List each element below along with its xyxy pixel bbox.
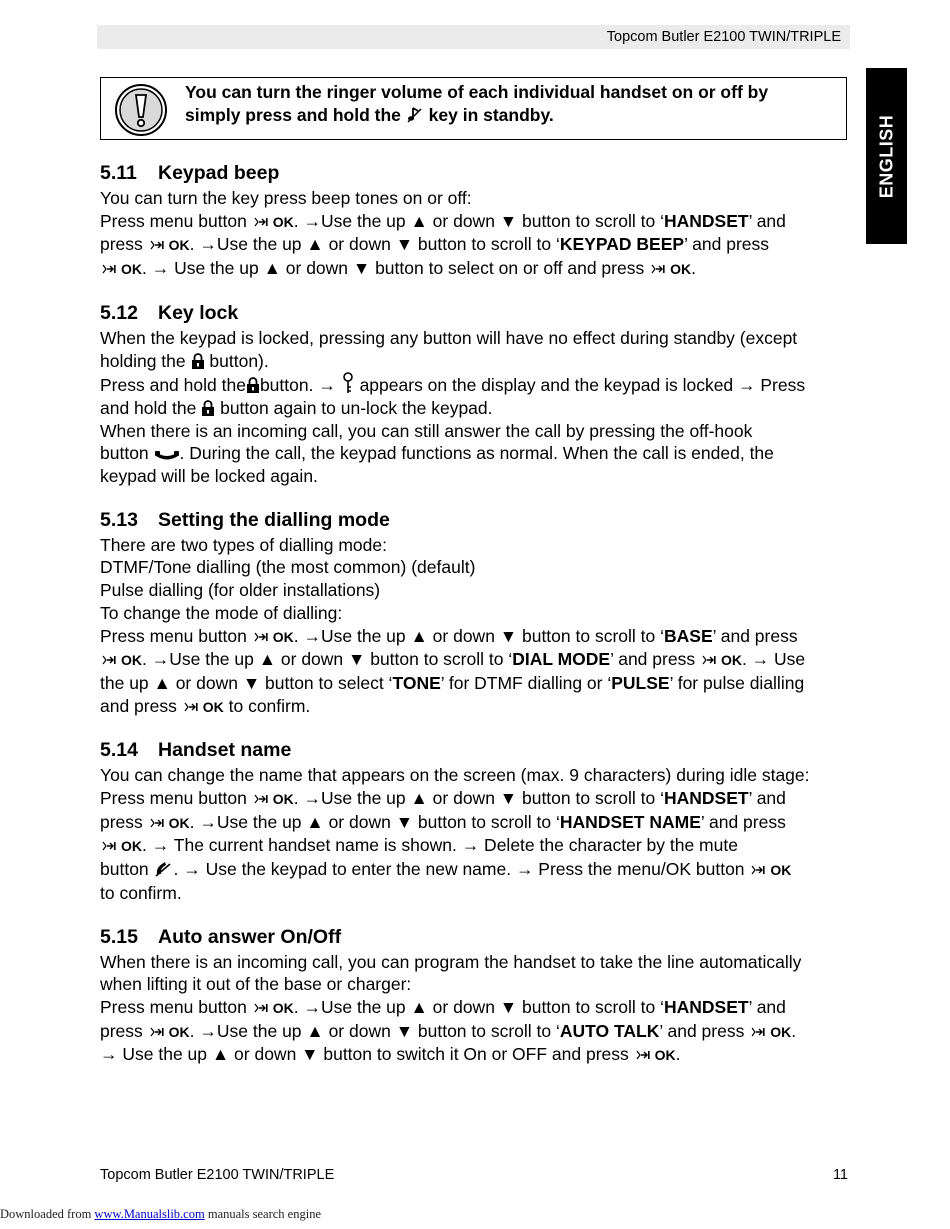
text-segment: key in standby. — [428, 105, 554, 125]
text-line — [100, 996, 860, 1020]
text-line — [100, 672, 860, 695]
menu-ok-key-icon — [150, 1026, 165, 1038]
text-segment: . →Use the up ▲ or down ▼ button to scroll to ‘ — [189, 811, 560, 832]
text-segment: holding the — [100, 350, 186, 371]
text-segment: There are two types of dialling mode: — [100, 534, 387, 555]
section-heading — [100, 160, 860, 187]
text-segment: ’ and — [748, 788, 786, 809]
page-footer — [100, 1167, 848, 1183]
off-hook-phone-icon — [154, 448, 180, 462]
text-segment: When the keypad is locked, pressing any button will have no effect during standby (except — [100, 327, 798, 348]
text-segment: Press menu button — [100, 210, 247, 231]
text-segment: When there is an incoming call, you can program the handset to take the line automatically — [100, 951, 802, 972]
section-key-lock — [100, 300, 860, 488]
text-segment: 5.15 — [100, 925, 138, 948]
download-note — [0, 1207, 321, 1222]
text-segment: ’ and press — [610, 649, 696, 670]
ringer-mute-icon — [406, 106, 424, 124]
text-segment: You can turn the key press beep tones on or off: — [100, 188, 472, 208]
text-segment: HANDSET — [664, 788, 749, 809]
text-segment: button — [100, 859, 149, 880]
text-segment: button again to un-lock the keypad. — [220, 397, 493, 418]
text-segment: You can change the name that appears on the screen (max. 9 characters) during idle stage: — [100, 765, 810, 786]
text-segment: BASE — [664, 625, 713, 646]
text-segment: HANDSET NAME — [559, 811, 701, 832]
text-segment: . →Use the up ▲ or down ▼ button to scroll to ‘ — [142, 649, 513, 670]
text-segment: Setting the dialling mode — [158, 508, 390, 531]
menu-ok-key-icon — [254, 216, 269, 228]
text-segment: OK — [168, 237, 190, 254]
text-line — [100, 834, 860, 858]
section-heading — [100, 737, 860, 764]
text-segment: . →Use the up ▲ or down ▼ button to scroll to ‘ — [189, 1020, 560, 1041]
text-segment: . →Use the up ▲ or down ▼ button to scroll to ‘ — [189, 234, 560, 255]
lock-key-icon — [201, 400, 215, 417]
text-line — [100, 1020, 860, 1044]
language-tab-label: ENGLISH — [876, 114, 897, 198]
exclamation-warning-icon — [114, 83, 168, 137]
text-segment: ’ and press — [659, 1020, 745, 1041]
section-keypad-beep — [100, 160, 860, 281]
text-segment: KEYPAD BEEP — [559, 234, 685, 255]
section-handset-name — [100, 737, 860, 904]
menu-ok-key-icon — [636, 1049, 651, 1061]
text-segment: OK — [168, 814, 190, 831]
menu-ok-key-icon — [751, 1026, 766, 1038]
menu-ok-key-icon — [254, 1002, 269, 1014]
text-segment: ’ and press — [700, 811, 786, 832]
text-line — [100, 210, 860, 234]
manualslib-link[interactable]: www.Manualslib.com — [94, 1207, 205, 1221]
text-segment: OK — [202, 698, 224, 715]
text-segment: . During the call, the keypad functions as normal. When the call is ended, the — [179, 443, 774, 464]
text-segment: OK — [121, 838, 142, 855]
text-segment: To change the mode of dialling: — [100, 602, 343, 623]
note-box — [100, 77, 847, 140]
text-line — [100, 372, 860, 397]
text-segment: . — [691, 258, 696, 279]
text-segment: . →Use the up ▲ or down ▼ button to scroll to ‘ — [293, 210, 664, 231]
menu-ok-key-icon — [184, 701, 199, 713]
text-segment: manuals search engine — [207, 1207, 321, 1221]
text-segment: Downloaded from — [0, 1207, 92, 1221]
text-line — [100, 625, 860, 649]
text-line — [100, 442, 860, 465]
text-segment: 5.11 — [100, 162, 137, 184]
text-segment: to confirm. — [228, 695, 311, 716]
text-segment: OK — [121, 261, 142, 278]
text-segment: TONE — [392, 672, 441, 693]
text-segment: OK — [168, 1023, 190, 1040]
text-segment: HANDSET — [664, 210, 749, 231]
text-segment: . — [791, 1020, 797, 1041]
text-segment: Auto answer On/Off — [158, 925, 342, 948]
text-segment: ’ and press — [712, 625, 798, 646]
text-segment: ’ for pulse dialling — [669, 672, 805, 693]
text-segment: OK — [272, 628, 294, 645]
text-segment: Key lock — [158, 301, 239, 324]
menu-ok-key-icon — [254, 631, 269, 643]
text-segment: OK — [720, 652, 742, 669]
text-segment: to confirm. — [100, 882, 182, 903]
note-text — [185, 81, 835, 127]
text-segment: Press menu button — [100, 788, 247, 809]
text-line — [100, 350, 860, 373]
text-segment: appears on the display and the keypad is locked → Press — [359, 375, 806, 396]
text-segment: and press — [100, 695, 177, 716]
text-segment: press — [100, 1020, 143, 1041]
text-segment: Press and hold the — [100, 375, 246, 396]
text-segment: simply press and hold the — [185, 105, 401, 125]
text-line — [185, 104, 835, 127]
section-heading — [100, 924, 860, 951]
text-segment: Keypad beep — [158, 162, 280, 184]
menu-ok-key-icon — [102, 263, 117, 275]
section-heading — [100, 300, 860, 327]
footer-title: Topcom Butler E2100 TWIN/TRIPLE — [100, 1167, 335, 1183]
menu-ok-key-icon — [102, 840, 117, 852]
mute-key-icon — [154, 860, 174, 878]
text-segment: . — [675, 1044, 681, 1065]
text-segment: OK — [272, 213, 294, 230]
menu-ok-key-icon — [651, 263, 666, 275]
header-title: Topcom Butler E2100 TWIN/TRIPLE — [606, 29, 841, 45]
text-segment: . →Use the up ▲ or down ▼ button to scroll to ‘ — [293, 996, 664, 1017]
section-dialling-mode — [100, 507, 860, 719]
text-segment: and hold the — [100, 397, 197, 418]
text-line — [100, 397, 860, 420]
text-segment: OK — [121, 652, 142, 669]
main-content — [100, 160, 860, 1086]
text-segment: Handset name — [158, 739, 292, 762]
text-segment: When there is an incoming call, you can still answer the call by pressing the off-hook — [100, 420, 753, 441]
text-segment: . → Use the keypad to enter the new name. → Press the menu/OK button — [173, 859, 745, 880]
text-segment: 5.14 — [100, 739, 138, 762]
text-segment: the up ▲ or down ▼ button to select ‘ — [100, 672, 393, 693]
text-segment: keypad will be locked again. — [100, 466, 318, 487]
text-segment: press — [100, 811, 143, 832]
text-segment: OK — [770, 1023, 792, 1040]
text-segment: PULSE — [611, 672, 670, 693]
text-line — [100, 811, 860, 835]
text-segment: You can turn the ringer volume of each individual handset on or off by — [185, 82, 769, 102]
text-line — [100, 1043, 860, 1067]
text-line — [185, 81, 835, 104]
text-segment: 5.12 — [100, 301, 138, 324]
text-segment: OK — [272, 999, 294, 1016]
text-segment: . → Use — [741, 649, 806, 670]
text-segment: ’ and press — [684, 234, 770, 255]
text-segment: Pulse dialling (for older installations) — [100, 580, 381, 601]
section-auto-answer — [100, 924, 860, 1068]
text-segment: 5.13 — [100, 508, 138, 531]
page-header — [97, 25, 850, 49]
text-line — [100, 858, 860, 882]
text-segment: Press menu button — [100, 625, 247, 646]
text-segment: Press menu button — [100, 996, 247, 1017]
lock-key-icon — [246, 377, 260, 394]
menu-ok-key-icon — [751, 864, 766, 876]
menu-ok-key-icon — [150, 817, 165, 829]
text-segment: button — [100, 443, 149, 464]
key-symbol-icon — [341, 372, 355, 394]
text-segment: DIAL MODE — [512, 649, 611, 670]
text-segment: . → Use the up ▲ or down ▼ button to select on or off and press — [142, 258, 645, 279]
text-segment: ’ and — [748, 210, 786, 231]
page-number: 11 — [832, 1167, 848, 1183]
text-segment: ’ and — [748, 996, 786, 1017]
menu-ok-key-icon — [102, 654, 117, 666]
text-segment: ’ for DTMF dialling or ‘ — [440, 672, 612, 693]
text-segment: . →Use the up ▲ or down ▼ button to scroll to ‘ — [293, 625, 664, 646]
text-segment: OK — [654, 1047, 676, 1064]
text-segment: button). — [209, 350, 269, 371]
menu-ok-key-icon — [254, 793, 269, 805]
text-segment: button. → — [259, 375, 336, 396]
text-segment: when lifting it out of the base or charger: — [100, 974, 412, 995]
text-segment: AUTO TALK — [559, 1020, 660, 1041]
language-tab — [866, 68, 907, 244]
text-line — [100, 233, 860, 257]
text-line — [100, 787, 860, 811]
text-segment: HANDSET — [664, 996, 749, 1017]
text-line — [100, 695, 860, 719]
menu-ok-key-icon — [702, 654, 717, 666]
section-heading — [100, 507, 860, 534]
text-segment: . → The current handset name is shown. → Delete the character by the mute — [142, 835, 738, 856]
text-line — [100, 257, 860, 281]
menu-ok-key-icon — [150, 239, 165, 251]
lock-key-icon — [191, 353, 205, 370]
text-segment: OK — [770, 862, 792, 879]
text-segment: → Use the up ▲ or down ▼ button to switch it On or OFF and press — [100, 1044, 629, 1065]
text-line — [100, 648, 860, 672]
text-segment: OK — [670, 261, 692, 278]
text-segment: OK — [272, 791, 294, 808]
text-segment: press — [100, 234, 143, 255]
text-segment: . →Use the up ▲ or down ▼ button to scroll to ‘ — [293, 788, 664, 809]
text-segment: DTMF/Tone dialling (the most common) (default) — [100, 557, 476, 578]
